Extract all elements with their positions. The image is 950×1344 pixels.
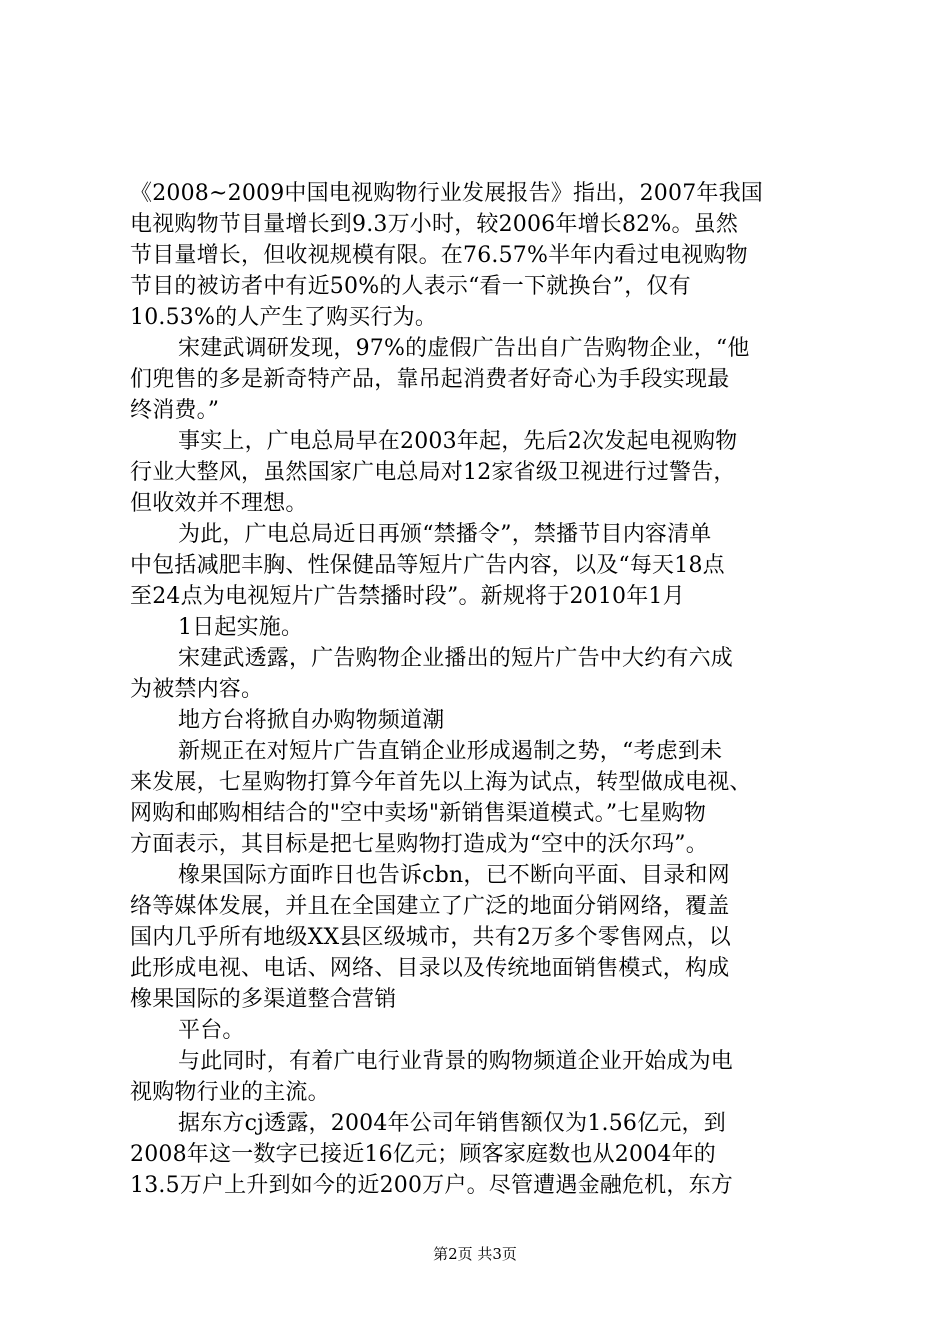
text-line: 平台。 [178, 1018, 245, 1043]
text-line: 方面表示，其目标是把七星购物打造成为“空中的沃尔玛”。 [130, 832, 708, 857]
text-line: 至24点为电视短片广告禁播时段”。新规将于2010年1月 [130, 584, 685, 609]
text-line: 为被禁内容。 [130, 677, 264, 702]
text-line: 宋建武透露，广告购物企业播出的短片广告中大约有六成 [178, 646, 734, 671]
text-line: 络等媒体发展，并且在全国建立了广泛的地面分销网络，覆盖 [130, 894, 730, 919]
document-body [130, 178, 830, 1201]
text-line: 网购和邮购相结合的"空中卖场"新销售渠道模式。”七星购物 [130, 801, 707, 826]
text-line: 中包括减肥丰胸、性保健品等短片广告内容，以及“每天18点 [130, 553, 725, 578]
text-line: 宋建武调研发现，97%的虚假广告出自广告购物企业，“他 [178, 336, 750, 361]
text-line: 节目的被访者中有近50%的人表示“看一下就换台”，仅有 [130, 274, 691, 299]
text-line: 《2008~2009中国电视购物行业发展报告》指出，2007年我国 [130, 181, 763, 206]
text-line: 橡果国际的多渠道整合营销 [130, 987, 397, 1012]
text-line: 终消费。” [130, 398, 220, 423]
text-line: 此形成电视、电话、网络、目录以及传统地面销售模式，构成 [130, 956, 730, 981]
text-line: 国内几乎所有地级XX县区级城市，共有2万多个零售网点，以 [130, 925, 731, 950]
text-line: 橡果国际方面昨日也告诉cbn，已不断向平面、目录和网 [178, 863, 730, 888]
text-line: 事实上，广电总局早在2003年起，先后2次发起电视购物 [178, 429, 738, 454]
text-line: 1日起实施。 [178, 615, 304, 640]
text-line: 与此同时，有着广电行业背景的购物频道企业开始成为电 [178, 1049, 734, 1074]
page-footer: 第2页 共3页 [433, 1245, 517, 1263]
text-line: 2008年这一数字已接近16亿元；顾客家庭数也从2004年的 [130, 1142, 716, 1167]
text-line: 地方台将掀自办购物频道潮 [178, 708, 445, 733]
text-line: 10.53%的人产生了购买行为。 [130, 305, 438, 330]
text-line: 节目量增长，但收视规模有限。在76.57%半年内看过电视购物 [130, 243, 748, 268]
text-line: 来发展，七星购物打算今年首先以上海为试点，转型做成电视、 [130, 770, 752, 795]
text-line: 但收效并不理想。 [130, 491, 308, 516]
text-line: 行业大整风，虽然国家广电总局对12家省级卫视进行过警告， [130, 460, 736, 485]
text-line: 电视购物节目量增长到9.3万小时，较2006年增长82%。虽然 [130, 212, 739, 237]
text-line: 新规正在对短片广告直销企业形成遏制之势，“考虑到未 [178, 739, 723, 764]
text-line: 据东方cj透露，2004年公司年销售额仅为1.56亿元，到 [178, 1111, 726, 1136]
text-line: 们兜售的多是新奇特产品，靠吊起消费者好奇心为手段实现最 [130, 367, 730, 392]
text-line: 为此，广电总局近日再颁“禁播令”，禁播节目内容清单 [178, 522, 712, 547]
text-line: 13.5万户上升到如今的近200万户。尽管遭遇金融危机，东方 [130, 1173, 733, 1198]
text-line: 视购物行业的主流。 [130, 1080, 330, 1105]
